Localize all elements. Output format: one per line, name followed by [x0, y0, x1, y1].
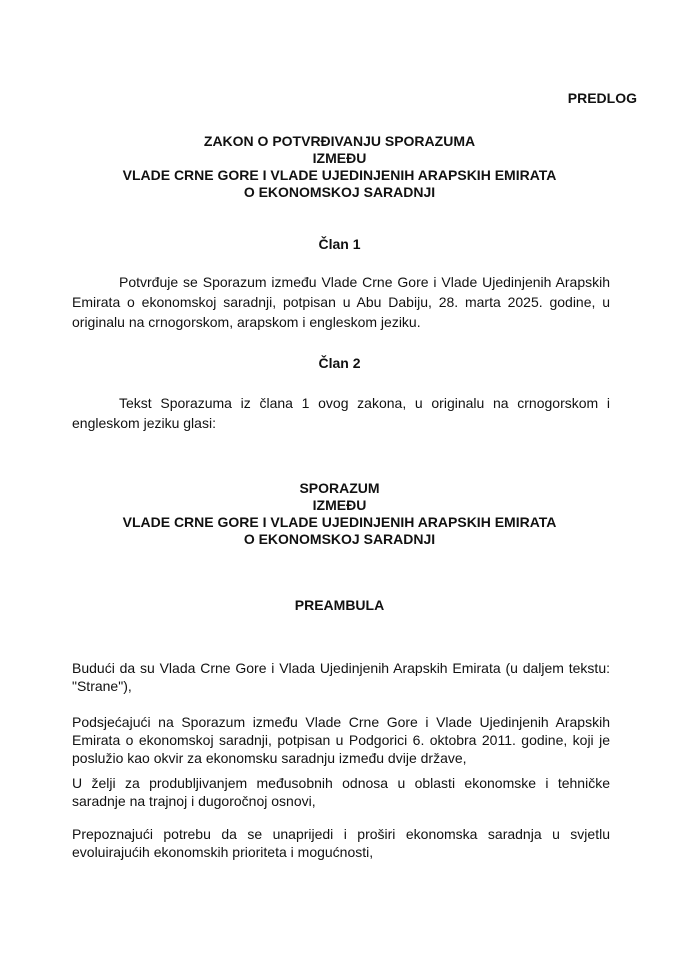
- agreement-title-line: SPORAZUM: [299, 480, 380, 496]
- preamble-heading: PREAMBULA: [294, 597, 385, 613]
- article-2-text: Tekst Sporazuma iz člana 1 ovog zakona, u originalu na crnogorskom i engleskom jeziku glasi:: [72, 395, 610, 431]
- proposal-label: PREDLOG: [567, 90, 637, 106]
- article-1-text: Potvrđuje se Sporazum između Vlade Crne Gore i Vlade Ujedinjenih Arapskih Emirata o ekonomskoj saradnji, potpisan u Abu Dabiju, 28. marta 2025. godine, u originalu na crnogorskom, arapskom i engleskom jeziku.: [72, 274, 610, 330]
- preamble-paragraph: Prepoznajući potrebu da se unaprijedi i proširi ekonomska saradnja u svjetlu evoluirajućih ekonomskih prioriteta i mogućnosti,: [72, 826, 610, 860]
- preamble-paragraph: Budući da su Vlada Crne Gore i Vlada Ujedinjenih Arapskih Emirata (u daljem tekstu: "Strane"),: [72, 660, 610, 694]
- preamble-paragraph: U želji za produbljivanjem međusobnih odnosa u oblasti ekonomske i tehničke saradnje na trajnoj i dugoročnoj osnovi,: [72, 775, 610, 809]
- article-2-heading: Član 2: [318, 355, 361, 371]
- agreement-title: [0, 480, 679, 548]
- law-title: [0, 133, 679, 201]
- agreement-title-line: O EKONOMSKOJ SARADNJI: [243, 531, 436, 547]
- law-title-line: ZAKON O POTVRĐIVANJU SPORAZUMA: [203, 133, 476, 149]
- agreement-title-line: IZMEĐU: [312, 497, 367, 513]
- agreement-title-line: VLADE CRNE GORE I VLADE UJEDINJENIH ARAPSKIH EMIRATA: [122, 514, 557, 530]
- law-title-line: IZMEĐU: [312, 150, 367, 166]
- law-title-line: O EKONOMSKOJ SARADNJI: [243, 184, 436, 200]
- article-1-heading: Član 1: [318, 236, 361, 252]
- preamble-paragraph: Podsjećajući na Sporazum između Vlade Crne Gore i Vlade Ujedinjenih Arapskih Emirata o ekonomskoj saradnji, potpisan u Podgorici 6. oktobra 2011. godine, koji je poslužio kao okvir za ekonomsku saradnju između dvije države,: [72, 714, 610, 766]
- law-title-line: VLADE CRNE GORE I VLADE UJEDINJENIH ARAPSKIH EMIRATA: [122, 167, 557, 183]
